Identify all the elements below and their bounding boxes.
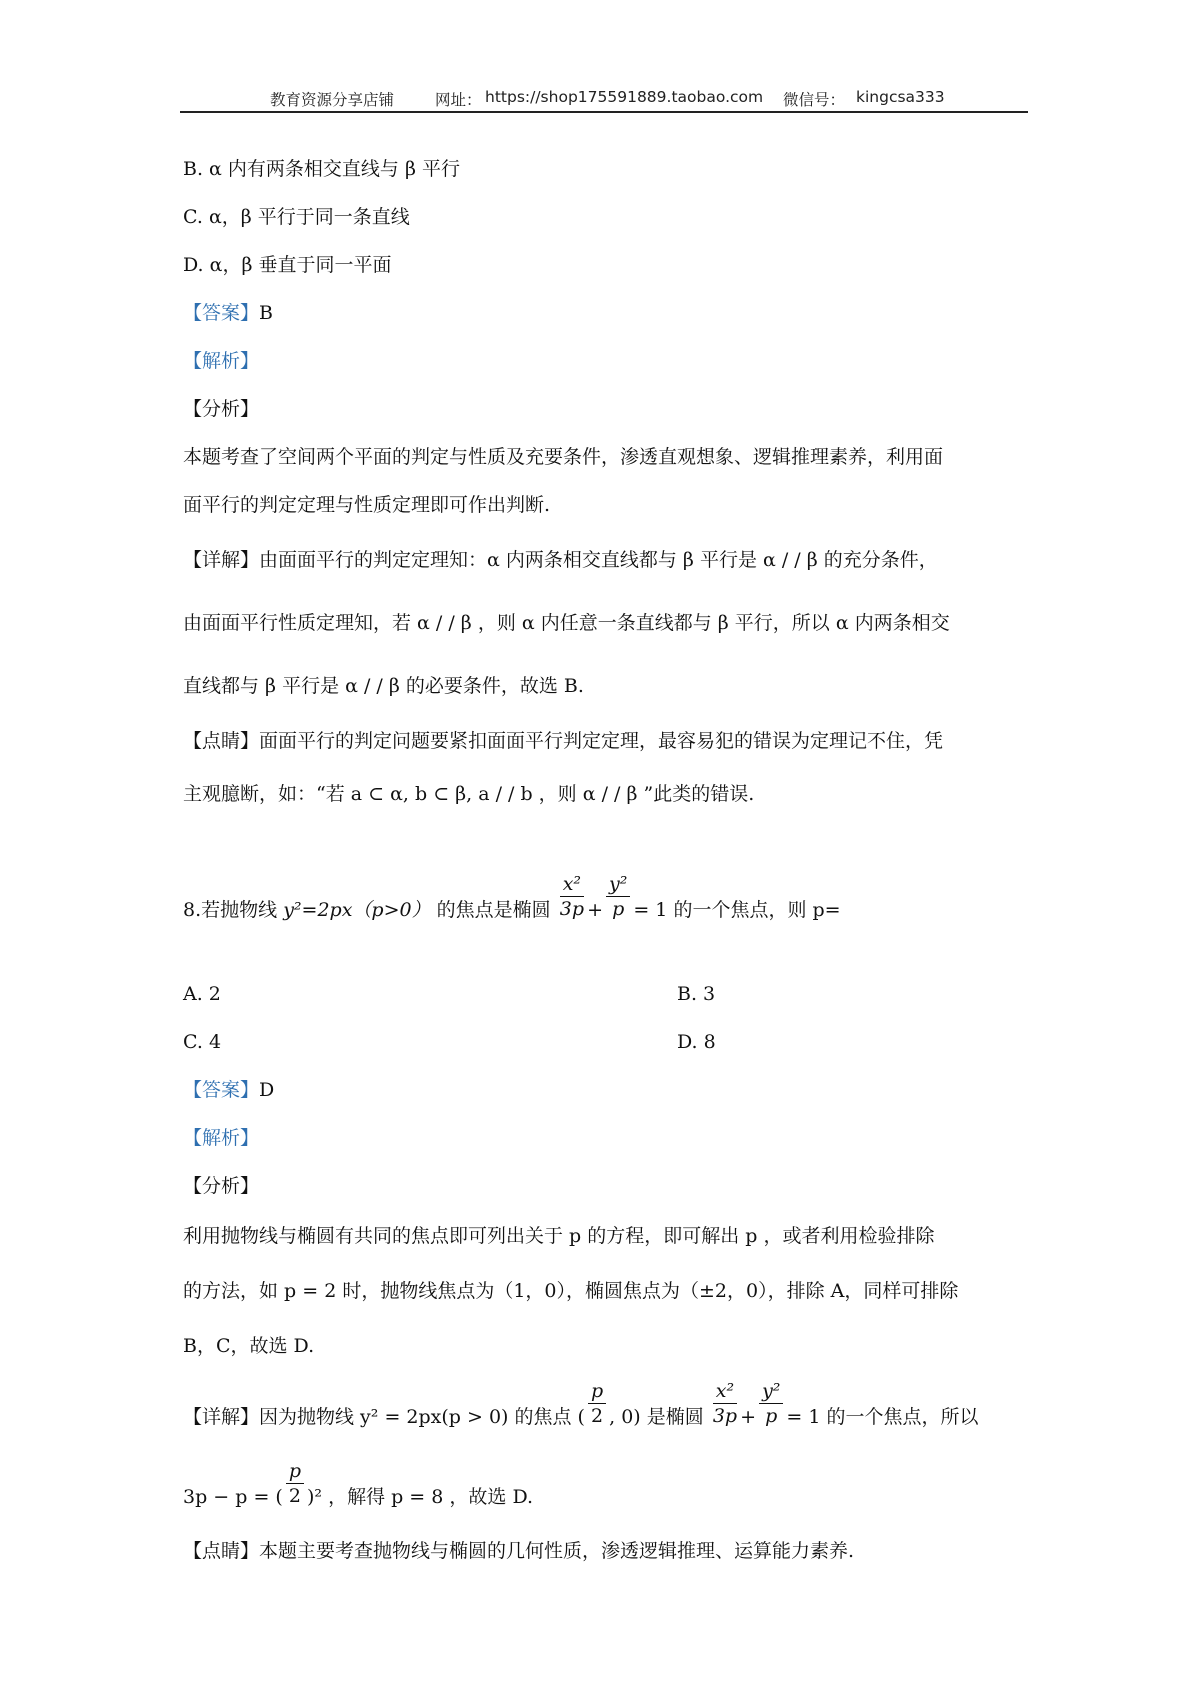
detail-2-pre: 3p − p = ( — [183, 1486, 283, 1508]
fraction-denominator: p — [612, 897, 625, 920]
focus-fraction — [588, 1379, 606, 1428]
q8-answer — [183, 1078, 274, 1102]
answer-tag: 【答案】 — [183, 302, 260, 324]
detail-post: 的一个焦点，所以 — [826, 1406, 979, 1428]
q8-fenxi-tag: 【分析】 — [183, 1175, 260, 1197]
dianjing-text: 本题主要考查抛物线与椭圆的几何性质，渗透逻辑推理、运算能力素养. — [259, 1540, 855, 1562]
dianjing-tag: 【点睛】 — [183, 730, 260, 752]
fraction-numerator: p — [286, 1459, 304, 1484]
q8-option-a: A. 2 — [183, 983, 221, 1005]
fraction-denominator: 3p — [712, 1404, 738, 1427]
q7-option-c: C. α，β 平行于同一条直线 — [183, 206, 410, 228]
q7-option-b: B. α 内有两条相交直线与 β 平行 — [183, 158, 460, 180]
fraction-denominator: 3p — [559, 897, 585, 920]
q7-answer — [183, 301, 273, 325]
detail-tag: 【详解】 — [183, 1406, 260, 1428]
detail-text: 由面面平行的判定定理知：α 内两条相交直线都与 β 平行是 α / / β 的充分条件， — [259, 549, 938, 571]
ellipse-fraction-x — [713, 1379, 737, 1428]
q8-stem-post: 的一个焦点，则 p= — [673, 899, 841, 921]
q7-option-d: D. α，β 垂直于同一平面 — [183, 254, 392, 276]
q8-fenxi-line-1: 利用抛物线与椭圆有共同的焦点即可列出关于 p 的方程，即可解出 p ，或者利用检验排除 — [183, 1225, 935, 1247]
ellipse-fraction-y — [759, 1379, 783, 1428]
detail-2-post: )² ，解得 p = 8 ，故选 D. — [307, 1486, 534, 1508]
detail-pre: 因为抛物线 y² = 2px(p > 0) 的焦点 ( — [259, 1406, 585, 1428]
q7-detail-line-1 — [183, 548, 938, 572]
half-p-fraction — [286, 1459, 304, 1508]
shop-name: 教育资源分享店铺 — [270, 91, 395, 109]
q7-dianjing-line-2: 主观臆断，如：“若 a ⊂ α, b ⊂ β, a / / b ，则 α / / β ”此类的错误. — [183, 783, 755, 805]
q8-dianjing — [183, 1539, 854, 1563]
q7-fenxi-line-1: 本题考查了空间两个平面的判定与性质及充要条件，渗透直观想象、逻辑推理素养，利用面 — [183, 446, 944, 468]
plus-sign: + — [587, 899, 603, 921]
equals-one: = 1 — [633, 899, 668, 921]
plus-sign: + — [740, 1406, 757, 1428]
q8-option-d: D. 8 — [677, 1031, 716, 1053]
q8-detail-line-1 — [183, 1379, 979, 1429]
fraction-denominator: p — [765, 1404, 778, 1427]
ellipse-fraction-x — [560, 872, 584, 921]
fraction-denominator: 2 — [288, 1484, 301, 1507]
q8-detail-line-2 — [183, 1459, 534, 1509]
page-header — [180, 85, 1028, 111]
fraction-numerator: y² — [759, 1379, 783, 1404]
equals-one: = 1 — [786, 1406, 821, 1428]
q8-stem — [183, 872, 841, 922]
q7-dianjing-line-1 — [183, 729, 943, 753]
wechat-id: kingcsa333 — [856, 88, 945, 106]
answer-tag: 【答案】 — [183, 1079, 260, 1101]
q7-analysis-tag: 【解析】 — [183, 350, 260, 372]
header-divider — [180, 111, 1028, 113]
q7-fenxi-tag: 【分析】 — [183, 398, 260, 420]
shop-url[interactable]: https://shop175591889.taobao.com — [485, 88, 764, 106]
dianjing-text: 面面平行的判定问题要紧扣面面平行判定定理，最容易犯的错误为定理记不住，凭 — [259, 730, 944, 752]
url-label: 网址： — [435, 91, 482, 109]
fraction-numerator: x² — [560, 872, 584, 897]
ellipse-fraction-y — [606, 872, 630, 921]
q8-fenxi-line-2: 的方法，如 p = 2 时，抛物线焦点为（1，0），椭圆焦点为（±2，0），排除 A，同样可排除 — [183, 1280, 959, 1302]
fraction-numerator: p — [588, 1379, 606, 1404]
q7-detail-line-3: 直线都与 β 平行是 α / / β 的必要条件，故选 B. — [183, 675, 584, 697]
q8-stem-mid: 的焦点是椭圆 — [436, 899, 551, 921]
wechat-label: 微信号： — [783, 91, 846, 109]
q8-option-b: B. 3 — [677, 983, 716, 1005]
detail-tag: 【详解】 — [183, 549, 260, 571]
q8-option-c: C. 4 — [183, 1031, 222, 1053]
answer-value: B — [259, 302, 273, 324]
fraction-numerator: y² — [606, 872, 630, 897]
answer-value: D — [259, 1079, 275, 1101]
q8-analysis-tag: 【解析】 — [183, 1127, 260, 1149]
q8-stem-pre: 8.若抛物线 — [183, 899, 278, 921]
dianjing-tag: 【点睛】 — [183, 1540, 260, 1562]
q7-fenxi-line-2: 面平行的判定定理与性质定理即可作出判断. — [183, 494, 551, 516]
fraction-denominator: 2 — [590, 1404, 604, 1427]
detail-mid: , 0) 是椭圆 — [609, 1406, 704, 1428]
q7-detail-line-2: 由面面平行性质定理知，若 α / / β ，则 α 内任意一条直线都与 β 平行，所以 α 内两条相交 — [183, 612, 950, 634]
q8-stem-equation: y²=2px（p>0） — [283, 899, 431, 921]
q8-fenxi-line-3: B，C，故选 D. — [183, 1335, 315, 1357]
fraction-numerator: x² — [713, 1379, 737, 1404]
